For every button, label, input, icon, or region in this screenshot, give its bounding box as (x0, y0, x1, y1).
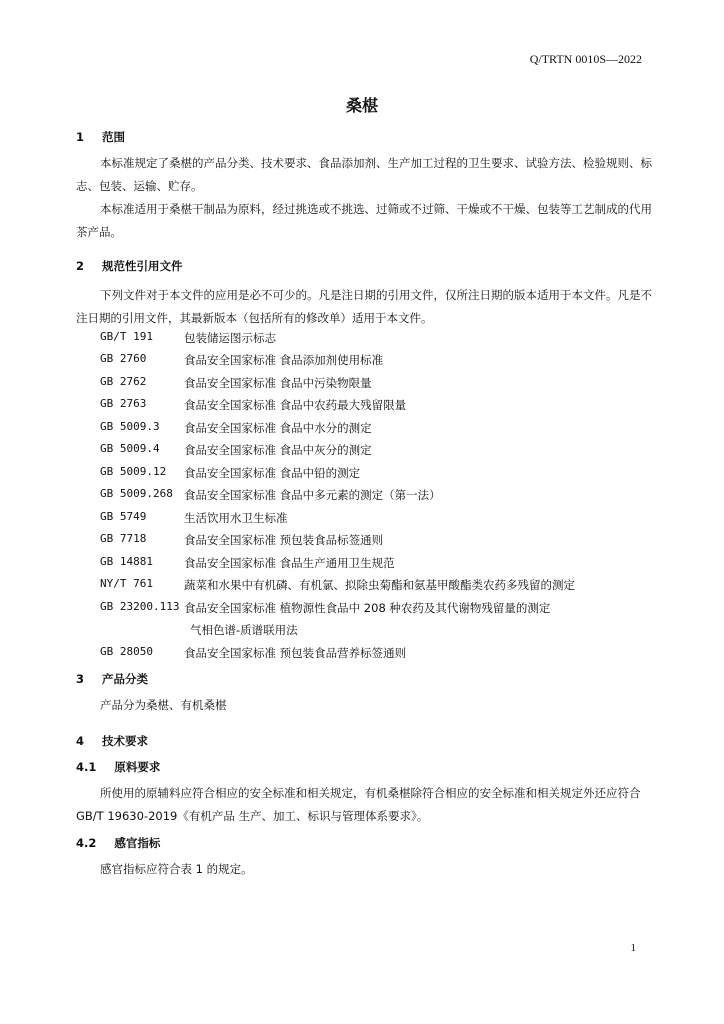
section-title: 技术要求 (102, 734, 149, 748)
reference-title: 食品安全国家标准 食品添加剂使用标准 (184, 353, 384, 367)
reference-title: 气相色谱-质谱联用法 (190, 623, 298, 637)
raw-material-paragraph: 所使用的原辅料应符合相应的安全标准和相关规定，有机桑椹除符合相应的安全标准和相关规定外还应符合GB/T 19630-2019《有机产品 生产、加工、标识与管理体系要求》。 (76, 786, 641, 823)
reference-code: GB 14881 (100, 555, 153, 568)
section-title: 产品分类 (102, 672, 149, 686)
document-title: 桑椹 (345, 96, 378, 115)
reference-title: 食品安全国家标准 食品中灰分的测定 (184, 443, 372, 457)
reference-title: 食品安全国家标准 植物源性食品中 208 种农药及其代谢物残留量的测定 (184, 601, 551, 615)
sensory-paragraph: 感官指标应符合表 1 的规定。 (100, 862, 253, 876)
section-2-heading (76, 258, 183, 274)
reference-code: GB 7718 (100, 532, 147, 545)
section-number: 4.2 (76, 836, 97, 850)
reference-title: 食品安全国家标准 食品中多元素的测定（第一法） (184, 488, 441, 502)
section-3-heading (76, 671, 148, 687)
reference-title: 蔬菜和水果中有机磷、有机氯、拟除虫菊酯和氨基甲酸酯类农药多残留的测定 (184, 578, 575, 592)
reference-title: 食品安全国家标准 预包装食品标签通则 (184, 533, 384, 547)
reference-code: GB/T 191 (100, 330, 153, 343)
reference-code: GB 5009.268 (100, 487, 173, 500)
section-number: 4 (76, 734, 85, 748)
section-number: 2 (76, 259, 85, 273)
reference-code: GB 5749 (100, 510, 147, 523)
reference-code: GB 2760 (100, 352, 147, 365)
reference-title: 生活饮用水卫生标准 (184, 511, 288, 525)
reference-title: 包装储运图示标志 (184, 331, 276, 345)
reference-code: GB 5009.3 (100, 420, 160, 433)
section-1-heading (76, 129, 125, 145)
reference-title: 食品安全国家标准 预包装食品营养标签通则 (184, 646, 407, 660)
reference-code: GB 28050 (100, 645, 153, 658)
section-title: 原料要求 (114, 760, 161, 774)
section-4-1-heading (76, 759, 160, 775)
section-number: 3 (76, 672, 85, 686)
reference-code: GB 5009.12 (100, 465, 167, 478)
reference-code: GB 23200.113 (100, 600, 180, 613)
section-title: 规范性引用文件 (102, 259, 183, 273)
standard-code: Q/TRTN 0010S—2022 (529, 52, 642, 66)
scope-paragraph-1: 本标准规定了桑椹的产品分类、技术要求、食品添加剂、生产加工过程的卫生要求、试验方法、检验规则、标志、包装、运输、贮存。 (76, 156, 652, 193)
reference-code: GB 2762 (100, 375, 147, 388)
section-4-2-heading (76, 835, 160, 851)
section-4-heading (76, 733, 148, 749)
reference-code: GB 2763 (100, 397, 147, 410)
reference-title: 食品安全国家标准 食品中铅的测定 (184, 466, 361, 480)
reference-title: 食品安全国家标准 食品生产通用卫生规范 (184, 556, 395, 570)
reference-title: 食品安全国家标准 食品中农药最大残留限量 (184, 398, 407, 412)
page-number: 1 (630, 942, 636, 954)
reference-code: GB 5009.4 (100, 442, 160, 455)
scope-paragraph-2: 本标准适用于桑椹干制品为原料，经过挑选或不挑选、过筛或不过筛、干燥或不干燥、包装等工艺制成的代用茶产品。 (76, 202, 652, 239)
references-intro-paragraph: 下列文件对于本文件的应用是必不可少的。凡是注日期的引用文件，仅所注日期的版本适用于本文件。凡是不注日期的引用文件，其最新版本（包括所有的修改单）适用于本文件。 (76, 288, 652, 325)
section-title: 范围 (102, 130, 126, 144)
section-title: 感官指标 (114, 836, 161, 850)
reference-code: NY/T 761 (100, 577, 153, 590)
classification-paragraph: 产品分为桑椹、有机桑椹 (100, 698, 227, 712)
section-number: 4.1 (76, 760, 97, 774)
reference-title: 食品安全国家标准 食品中水分的测定 (184, 421, 372, 435)
reference-title: 食品安全国家标准 食品中污染物限量 (184, 376, 372, 390)
section-number: 1 (76, 130, 85, 144)
